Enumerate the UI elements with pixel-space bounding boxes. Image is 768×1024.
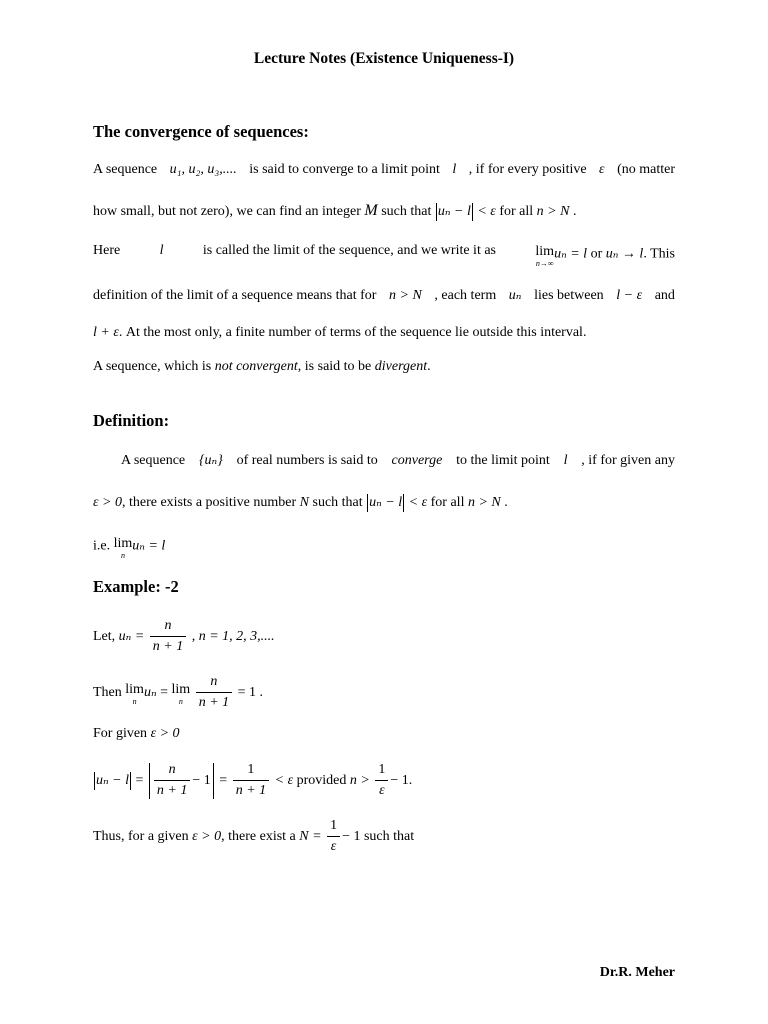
paragraph-line-1: A sequence u₁, u₂, u₃,.... is said to converge to a limit point l , if for every positive ε (no matter <box>93 162 675 177</box>
example-thus-line: Thus, for a given ε > 0, there exist a N = $\frac{1}{\varepsilon}$ − 1 such that <box>93 818 415 855</box>
paragraph-line-4: definition of the limit of a sequence means that for n > N , each term uₙ lies between l − ε and <box>93 288 675 303</box>
paragraph-line-6: A sequence, which is not convergent, is said to be divergent. <box>93 359 431 374</box>
fraction-n-over-n-plus-1: $\frac{n}{n + 1}$ <box>150 618 186 655</box>
definition-ie-line: i.e. lim n uₙ = l <box>93 536 166 560</box>
example-inequality-line: uₙ − l = $\frac{n}{n + 1}$ − 1 = $\frac{1}{n + 1}$ < ε provided n > $\frac{1}{\varepsilon}$ − 1. <box>96 762 413 799</box>
paragraph-line-2: how small, but not zero), we can find an integer M such that uₙ − l < ε for all n > N . <box>93 202 577 220</box>
example-then-line: Then lim n uₙ = lim n $\frac{n}{n + 1}$ = 1 . <box>93 674 264 711</box>
paragraph-line-5: l + ε. At the most only, a finite number of terms of the sequence lie outside this interval. <box>93 325 587 340</box>
definition-line-1: A sequence {uₙ} of real numbers is said to converge to the limit point l , if for given any <box>121 453 675 468</box>
author-footer: Dr.R. Meher <box>599 965 675 980</box>
definition-line-2: ε > 0, there exists a positive number N such that uₙ − l < ε for all n > N . <box>93 495 508 511</box>
section-heading-example: Example: -2 <box>93 577 179 596</box>
page-title: Lecture Notes (Existence Uniqueness-I) <box>253 50 515 67</box>
section-heading-definition: Definition: <box>93 411 170 430</box>
example-let-line: Let, uₙ = $\frac{n}{n + 1}$ , n = 1, 2, 3,.... <box>93 618 275 655</box>
section-heading-convergence: The convergence of sequences: <box>93 122 309 141</box>
example-for-given-line: For given ε > 0 <box>93 726 180 741</box>
paragraph-line-3: Here l is called the limit of the sequence, and we write it as lim n→∞ uₙ = l or uₙ → l. This <box>93 243 675 268</box>
limit-expression: lim n→∞ <box>535 244 555 268</box>
